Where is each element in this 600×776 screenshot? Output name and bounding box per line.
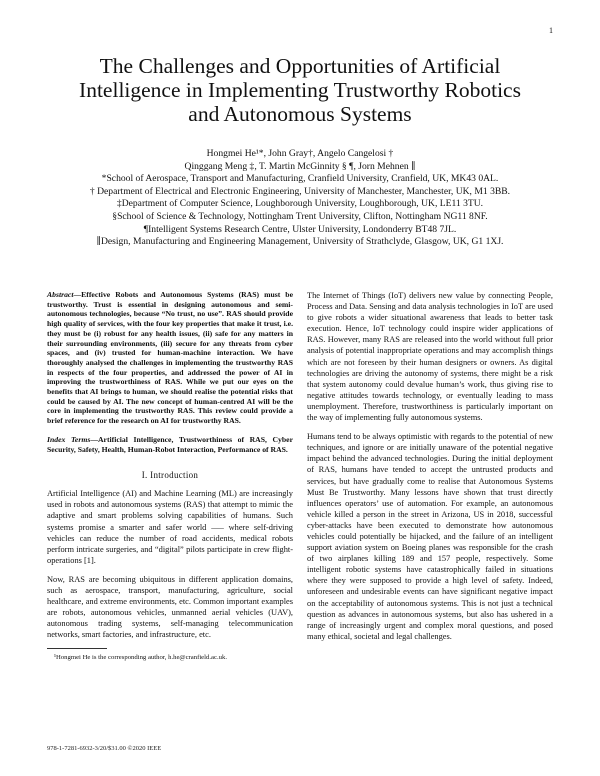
affiliation: ‡Department of Computer Science, Loughborough University, Loughborough, UK, LE11 3TU. [116,198,484,210]
affiliation: ∥Design, Manufacturing and Engineering Management, University of Strathclyde, Glasgow, UK, G1 1XJ. [96,236,504,248]
author-names: Hongmei He¹*, John Gray†, Angelo Cangelosi † [206,148,394,159]
paper-title [40,54,560,126]
affiliation: † Department of Electrical and Electronic Engineering, University of Manchester, Manchester, UK, M1 3BB. [89,185,511,197]
index-terms-text: —Artificial Intelligence, Trustworthiness of RAS, Cyber Security, Safety, Health, Human-Robot Interaction, Performance of RAS. [47,434,293,454]
body-paragraph: Humans tend to be always optimistic with regards to the potential of new techniques, and ignore or are initially unaware of the potential negative impact behind the advanced technologies. During the initial deployment of RAS, humans have tended to accept the untrusted products and services, but have gradually come to realise that Autonomous Systems Must Be Trustworthy. Many lessons have shown that trust directly influences operators’ use of automation. For example, an autonomous vehicle killed a person in the street in Arizona, US in 2018, successful cyber-attacks have been executed to demonstrate how autonomous vehicles could potentially be hijacked, and the failure of an intelligent support aviation system on Boeing planes was responsible for the crash of two airplanes killing 189 and 157 people, respectively. Some intelligent robotic systems have catastrophically failed in situations where they were supposed to provide a high level of safety. Indeed, unforeseen and undesirable events can have significant negative impact on the acceptability of autonomous systems. This is not just a technical question as advances in autonomous systems, but also has ushered in a range of increasingly urgent and complex moral questions, and posed many ethical, societal and legal challenges. [307,432,553,641]
section-heading: I. Introduction [141,470,199,481]
author-block [40,148,560,249]
affiliation: §School of Science & Technology, Nottingham Trent University, Clifton, Nottingham NG11 8NF. [112,210,488,222]
index-terms [47,435,293,454]
right-column [307,290,553,650]
body-paragraph: Artificial Intelligence (AI) and Machine Learning (ML) are increasingly used in robots and autonomous systems (RAS) that attempt to mimic the adaptive and smart problems solving capabilities of humans. Such systems promise a smarter and safer world —– where self-driving vehicles can reduce the number of road accidents, medical robots perform intricate surgeries, and “digital” pilots participate in crew flight-operations [1]. [47,489,293,565]
title-line: Intelligence in Implementing Trustworthy Robotics [79,78,521,102]
affiliation: ¶Intelligent Systems Research Centre, Ulster University, Londonderry BT48 7JL. [143,223,457,235]
abstract-text: —Effective Robots and Autonomous Systems (RAS) must be trustworthy. Trust is essential in designing autonomous and semi-autonomous technologies, because “No trust, no use”. RAS should provide high quality of services, with the four key properties that make it trust, i.e. they must be (i) robust for any health issues, (ii) safe for any matters in their surrounding environments, (iii) secure for any threats from cyber spaces, and (iv) trusted for human-machine interaction. We have thoroughly analysed the challenges in implementing the trustworthy RAS in respects of the four properties, and addressed the power of AI in improving the trustworthiness of RAS. While we put our eyes on the benefits that AI brings to human, we should realise the potential risks that could be caused by AI. The new concept of human-centred AI will be the core in implementing the trustworthy RAS. This review could provide a brief reference for the research on AI for trustworthy RAS. [47,290,293,426]
index-terms-label: Index Terms [47,434,91,444]
footnote: ¹Hongmei He is the corresponding author, h.he@cranfield.ac.uk. [54,654,227,662]
left-column [47,290,293,663]
author-names: Qinggang Meng ‡, T. Martin McGinnity § ¶, Jorn Mehnen ∥ [184,160,416,172]
title-line: The Challenges and Opportunities of Artificial [99,54,501,78]
affiliation: *School of Aerospace, Transport and Manufacturing, Cranfield University, Cranfield, UK, MK43 0AL. [101,173,499,185]
footnote-divider [47,648,107,649]
abstract-label: Abstract [47,290,74,299]
body-paragraph: The Internet of Things (IoT) delivers new value by connecting People, Process and Data. Sensing and data analysis technologies in IoT are used to give robots a wider situational awareness that leads to better task execution. Hence, IoT technology could inspire wider applications of RAS. However, many RAS are released into the world without full prior analysis of potential inappropriate operations and may accomplish things which are not foreseen by their human designers or owners. As digital technologies are driving the autonomy of systems, there might be a risk that system autonomy could devalue human’s work, thus giving rise to negative attitudes towards technology, or eventually leading to mass unemployment. Therefore, trustworthiness is particularly important on the way of implementing fully autonomous systems. [307,291,553,423]
abstract [47,290,293,426]
body-paragraph: Now, RAS are becoming ubiquitous in different application domains, such as aerospace, transport, manufacturing, agriculture, social healthcare, and extreme environments, etc. Common important examples are robots, autonomous vehicles, unmanned aerial vehicles (UAV), autonomous trading systems, self-managing telecommunication networks, smart factories, and infrastructure, etc. [47,574,293,640]
page-number: 1 [549,26,553,35]
title-line: and Autonomous Systems [188,102,412,126]
copyright-notice: 978-1-7281-6932-3/20/$31.00 ©2020 IEEE [47,745,162,752]
